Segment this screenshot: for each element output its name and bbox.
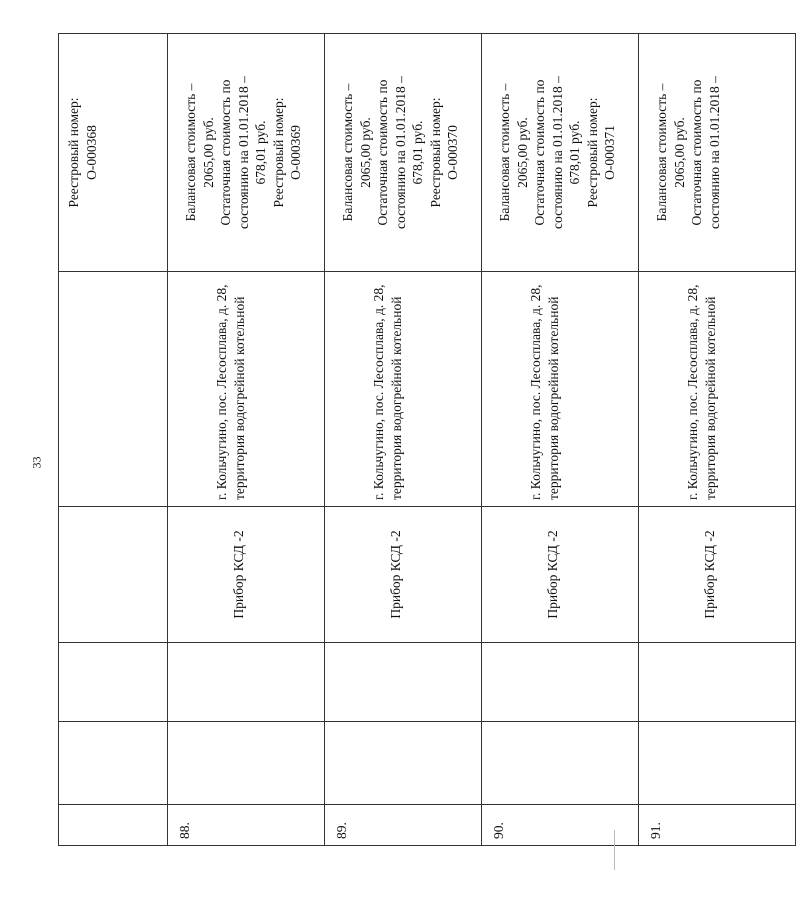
table-row (482, 34, 639, 846)
item-info (325, 34, 482, 272)
item-info (482, 34, 639, 272)
cell-address (59, 272, 168, 507)
info-line: Балансовая стоимость – (497, 83, 512, 222)
cell-number (59, 805, 168, 846)
item-address: г. Кольчугино, пос. Лесосплава, д. 28, территория водогрейной котельной (482, 272, 639, 507)
info-line: состоянию на 01.01.2018 – (549, 76, 565, 229)
cell-empty (168, 722, 325, 805)
item-address: г. Кольчугино, пос. Лесосплава, д. 28, территория водогрейной котельной (639, 272, 796, 507)
info-line: Реестровый номер: (427, 97, 443, 208)
item-name: Прибор КСД -2 (168, 507, 325, 643)
info-line: Остаточная стоимость по (689, 79, 705, 226)
info-line: О-000370 (445, 125, 461, 180)
cell-empty (325, 643, 482, 722)
info-line: состоянию на 01.01.2018 – (235, 76, 251, 229)
info-line: Остаточная стоимость по (532, 79, 548, 226)
item-name: Прибор КСД -2 (639, 507, 796, 643)
info-line: 678,01 руб. (253, 120, 269, 185)
item-info (639, 34, 796, 272)
item-address: г. Кольчугино, пос. Лесосплава, д. 28, территория водогрейной котельной (168, 272, 325, 507)
cell-empty (482, 643, 639, 722)
row-number: 89. (325, 805, 482, 846)
info-line: Реестровый номер: (270, 97, 286, 208)
info-line: О-000371 (602, 125, 618, 180)
cell-info (59, 34, 168, 272)
info-line: 2065,00 руб. (200, 117, 216, 188)
info-line: 678,01 руб. (410, 120, 426, 185)
table-row-continuation (59, 34, 168, 846)
cell-empty (639, 722, 796, 805)
info-line: Остаточная стоимость по (218, 79, 234, 226)
registry-number: О-000368 (83, 125, 99, 180)
info-line: состоянию на 01.01.2018 – (706, 76, 722, 229)
info-line: О-000369 (288, 125, 304, 180)
item-name: Прибор КСД -2 (325, 507, 482, 643)
info-line: 2065,00 руб. (357, 117, 373, 188)
cell-name (59, 507, 168, 643)
rotated-table-container (58, 46, 722, 846)
table-row (639, 34, 796, 846)
info-line: 678,01 руб. (567, 120, 583, 185)
item-info (168, 34, 325, 272)
info-line: Реестровый номер: (584, 97, 600, 208)
info-line: 2065,00 руб. (514, 117, 530, 188)
page-number: 33 (29, 456, 44, 469)
cell-empty (59, 643, 168, 722)
info-line: состоянию на 01.01.2018 – (392, 76, 408, 229)
table-row (168, 34, 325, 846)
table-row (325, 34, 482, 846)
info-line: Балансовая стоимость – (183, 83, 198, 222)
row-number: 91. (639, 805, 796, 846)
cell-empty (168, 643, 325, 722)
registry-label: Реестровый номер: (66, 97, 81, 208)
item-name: Прибор КСД -2 (482, 507, 639, 643)
property-table (58, 33, 796, 846)
cell-empty (639, 643, 796, 722)
info-line: Остаточная стоимость по (375, 79, 391, 226)
info-line: Балансовая стоимость – (340, 83, 355, 222)
cell-empty (59, 722, 168, 805)
scan-margin-line (614, 830, 615, 870)
cell-empty (325, 722, 482, 805)
row-number: 88. (168, 805, 325, 846)
info-line: Балансовая стоимость – (654, 83, 669, 222)
cell-empty (482, 722, 639, 805)
info-line: 2065,00 руб. (671, 117, 687, 188)
row-number: 90. (482, 805, 639, 846)
item-address: г. Кольчугино, пос. Лесосплава, д. 28, территория водогрейной котельной (325, 272, 482, 507)
